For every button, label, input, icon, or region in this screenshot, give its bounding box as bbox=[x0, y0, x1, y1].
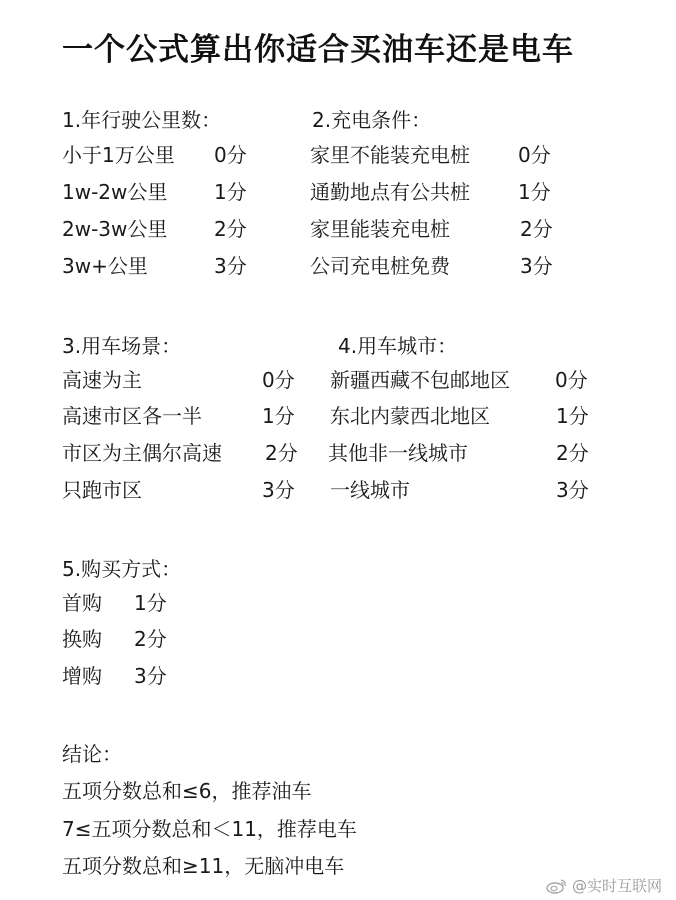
option-score: 1分 bbox=[518, 180, 551, 204]
option-score: 2分 bbox=[265, 441, 298, 465]
option-score: 0分 bbox=[214, 143, 247, 167]
option-label: 换购 bbox=[62, 627, 102, 651]
option-label: 增购 bbox=[62, 664, 102, 688]
mileage-option-row bbox=[62, 252, 262, 280]
scenario-option-row bbox=[62, 476, 302, 504]
city-option-row bbox=[330, 366, 594, 394]
scenario-option-row bbox=[62, 402, 302, 430]
option-label: 市区为主偶尔高速 bbox=[62, 441, 222, 465]
option-score: 2分 bbox=[556, 441, 589, 465]
option-label: 东北内蒙西北地区 bbox=[330, 404, 490, 428]
section-heading-usage-scenario: 3.用车场景： bbox=[62, 334, 182, 358]
option-label: 公司充电桩免费 bbox=[310, 254, 450, 278]
city-option-row bbox=[330, 402, 594, 430]
section-heading-mileage: 1.年行驶公里数： bbox=[62, 108, 222, 132]
option-label: 1w-2w公里 bbox=[62, 180, 168, 204]
city-option-row bbox=[328, 439, 594, 467]
option-label: 高速为主 bbox=[62, 368, 142, 392]
section-heading-purchase-type: 5.购买方式： bbox=[62, 557, 182, 581]
option-score: 3分 bbox=[556, 478, 589, 502]
charging-option-row bbox=[310, 178, 570, 206]
conclusion-line: 7≤五项分数总和＜11，推荐电车 bbox=[62, 817, 357, 841]
conclusion-line: 五项分数总和≤6，推荐油车 bbox=[62, 779, 312, 803]
option-label: 一线城市 bbox=[330, 478, 410, 502]
option-score: 2分 bbox=[134, 627, 167, 651]
watermark bbox=[546, 875, 662, 896]
option-score: 2分 bbox=[520, 217, 553, 241]
option-score: 0分 bbox=[518, 143, 551, 167]
option-score: 0分 bbox=[262, 368, 295, 392]
page-title: 一个公式算出你适合买油车还是电车 bbox=[62, 32, 574, 68]
option-label: 3w+公里 bbox=[62, 254, 148, 278]
option-score: 1分 bbox=[262, 404, 295, 428]
watermark-text: @实时互联网 bbox=[571, 877, 662, 895]
option-label: 小于1万公里 bbox=[62, 143, 175, 167]
scenario-option-row bbox=[62, 366, 302, 394]
option-score: 3分 bbox=[214, 254, 247, 278]
option-score: 3分 bbox=[520, 254, 553, 278]
option-score: 3分 bbox=[262, 478, 295, 502]
mileage-option-row bbox=[62, 141, 262, 169]
mileage-option-row bbox=[62, 215, 262, 243]
purchase-option-row bbox=[62, 589, 182, 617]
conclusion-heading: 结论： bbox=[62, 742, 122, 766]
section-heading-charging: 2.充电条件： bbox=[312, 108, 432, 132]
option-label: 新疆西藏不包邮地区 bbox=[330, 368, 510, 392]
option-label: 家里不能装充电桩 bbox=[310, 143, 470, 167]
option-score: 1分 bbox=[134, 591, 167, 615]
purchase-option-row bbox=[62, 625, 182, 653]
option-label: 首购 bbox=[62, 591, 102, 615]
section-heading-city: 4.用车城市： bbox=[338, 334, 458, 358]
option-label: 2w-3w公里 bbox=[62, 217, 168, 241]
city-option-row bbox=[330, 476, 594, 504]
scenario-option-row bbox=[62, 439, 302, 467]
option-score: 2分 bbox=[214, 217, 247, 241]
option-score: 3分 bbox=[134, 664, 167, 688]
conclusion-line: 五项分数总和≥11，无脑冲电车 bbox=[62, 854, 345, 878]
weibo-logo-icon bbox=[546, 878, 568, 894]
option-score: 1分 bbox=[214, 180, 247, 204]
option-label: 家里能装充电桩 bbox=[310, 217, 450, 241]
purchase-option-row bbox=[62, 662, 182, 690]
charging-option-row bbox=[310, 215, 570, 243]
option-label: 通勤地点有公共桩 bbox=[310, 180, 470, 204]
option-label: 高速市区各一半 bbox=[62, 404, 202, 428]
option-score: 0分 bbox=[555, 368, 588, 392]
charging-option-row bbox=[310, 141, 570, 169]
charging-option-row bbox=[310, 252, 570, 280]
mileage-option-row bbox=[62, 178, 262, 206]
option-label: 其他非一线城市 bbox=[328, 441, 468, 465]
option-label: 只跑市区 bbox=[62, 478, 142, 502]
option-score: 1分 bbox=[556, 404, 589, 428]
